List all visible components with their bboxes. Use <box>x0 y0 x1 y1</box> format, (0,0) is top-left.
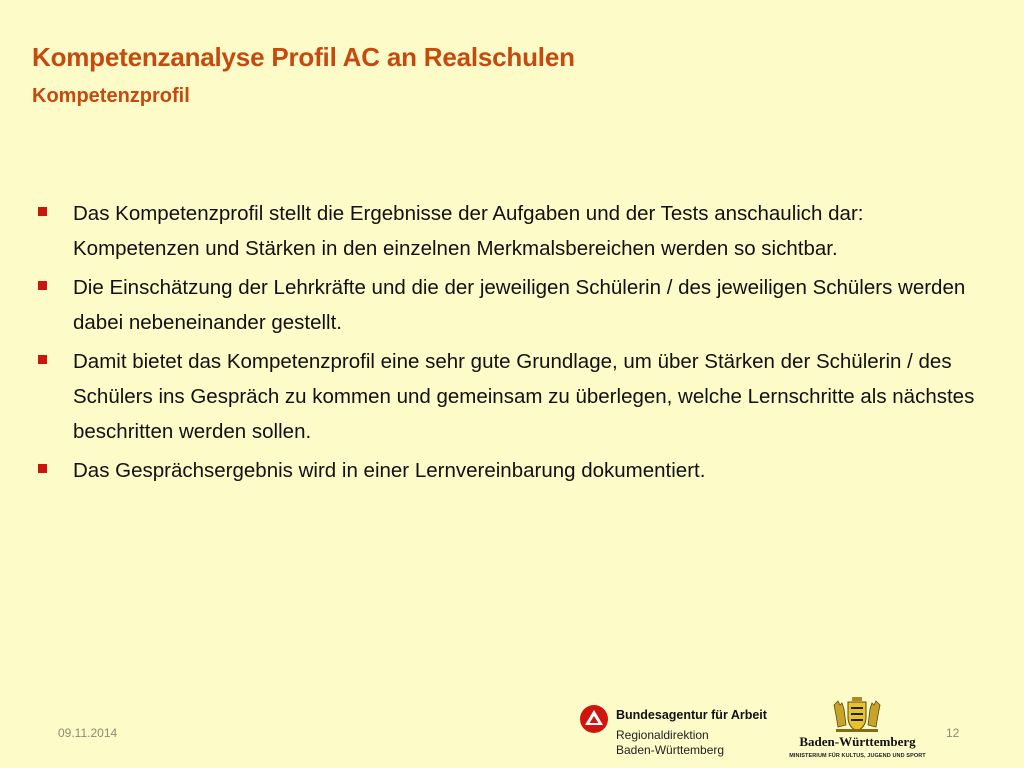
square-bullet-icon <box>38 355 47 364</box>
bullet-text: Damit bietet das Kompetenzprofil eine sehr gute Grundlage, um über Stärken der Schülerin / des Schülers ins Gespräch zu kommen und gemeinsam zu überlegen, welche Lernschritte als nächstes beschritten werden sollen. <box>73 350 975 443</box>
ba-region-line1: Regionaldirektion <box>616 728 709 742</box>
ba-logo-icon <box>579 704 609 734</box>
baden-wuerttemberg-logo <box>780 695 940 765</box>
coat-of-arms-icon <box>828 697 886 733</box>
bullet-text: Das Kompetenzprofil stellt die Ergebnisse der Aufgaben und der Tests anschaulich dar: Kompetenzen und Stärken in den einzelnen Merkmalsbereichen werden so sichtbar. <box>73 202 864 260</box>
bullet-list <box>38 196 978 492</box>
footer-date: 09.11.2014 <box>58 726 118 740</box>
square-bullet-icon <box>38 207 47 216</box>
bullet-text: Das Gesprächsergebnis wird in einer Lernvereinbarung dokumentiert. <box>73 459 706 482</box>
bullet-item <box>38 453 978 488</box>
bundesagentur-logo <box>579 700 779 762</box>
slide-subtitle: Kompetenzprofil <box>32 85 190 107</box>
bullet-item <box>38 270 978 340</box>
bw-name: Baden-Württemberg <box>799 734 916 749</box>
page-number: 12 <box>946 726 960 740</box>
ba-name: Bundesagentur für Arbeit <box>616 708 767 722</box>
bullet-item <box>38 344 978 449</box>
bullet-item <box>38 196 978 266</box>
ba-region-line2: Baden-Württemberg <box>616 743 725 757</box>
bullet-text: Die Einschätzung der Lehrkräfte und die der jeweiligen Schülerin / des jeweiligen Schülers werden dabei nebeneinander gestellt. <box>73 276 966 334</box>
square-bullet-icon <box>38 464 47 473</box>
slide-title: Kompetenzanalyse Profil AC an Realschulen <box>32 42 575 72</box>
square-bullet-icon <box>38 281 47 290</box>
bw-ministry: MINISTERIUM FÜR KULTUS, JUGEND UND SPORT <box>789 753 926 759</box>
